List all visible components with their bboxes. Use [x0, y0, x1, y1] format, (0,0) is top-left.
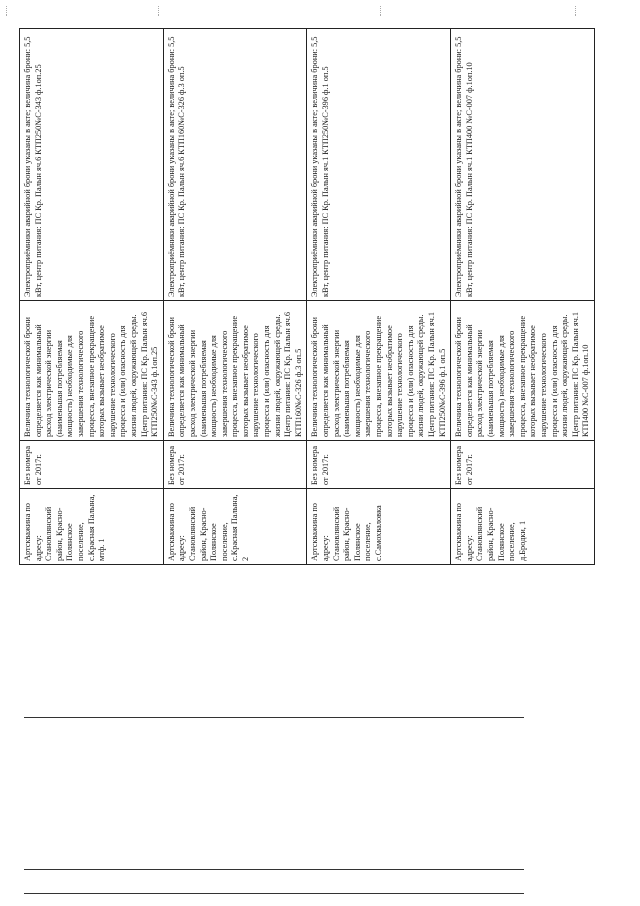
address-cell: Артскважина по адресу: Становлянский район, Красно-Полянское поселение, с.Красная Палына, 2 [163, 489, 307, 565]
tech-reserve-cell: Величина технологической брони определяется как минимальный расход электрической энергии (наименьшая потребляемая мощность) необходимые для завершения технологического процесса, внезапное прекращение которых вызывает необратимое нарушение технологического процесса и (или) опасность для жизни людей, окружающей среды. Центр питания: ПС Кр. Палын яч.6 КТП160№С-326 ф.3 оп.5 [163, 301, 307, 441]
table-row [451, 29, 595, 565]
signature-line [24, 893, 524, 894]
top-edge-dotted-mark [6, 6, 7, 16]
signature-line [24, 717, 524, 718]
act-number-cell: Без номера от 2017г. [163, 441, 307, 489]
top-edge-dotted-mark [575, 6, 576, 16]
table-row [20, 29, 164, 565]
table-row [307, 29, 451, 565]
address-cell: Артскважина по адресу: Становлянский район, Красно-Полянское поселение, с.Красная Палына, мтф. 1 [20, 489, 164, 565]
act-number-cell: Без номера от 2017г. [20, 441, 164, 489]
address-cell: Артскважина по адресу: Становлянский район, Красно-Полянское поселение, д.Бродки, 1 [451, 489, 595, 565]
top-edge-dotted-mark [380, 6, 381, 16]
tech-reserve-cell: Величина технологической брони определяется как минимальный расход электрической энергии (наименьшая потребляемая мощность) необходимые для завершения технологического процесса, внезапное прекращение которых вызывает необратимое нарушение технологического процесса и (или) опасность для жизни людей, окружающей среды. Центр питания: ПС Кр. Палын яч.1 КТП400 №С-007 ф.1оп.10 [451, 301, 595, 441]
tech-reserve-cell: Величина технологической брони определяется как минимальный расход электрической энергии (наименьшая потребляемая мощность) необходимые для завершения технологического процесса, внезапное прекращение которых вызывает необратимое нарушение технологического процесса и (или) опасность для жизни людей, окружающей среды. Центр питания: ПС Кр. Палын яч.1 КТП250№С-396 ф.1 оп.5 [307, 301, 451, 441]
emergency-reserve-cell: Электроприёмники аварийной брони указаны в акте; величина брони: 5,5 кВт, центр питания: ПС Кр. Палын яч.1 КТП400 №С-007 ф.1оп.10 [451, 29, 595, 301]
act-number-cell: Без номера от 2017г. [307, 441, 451, 489]
backup-power-table [19, 28, 595, 565]
emergency-reserve-cell: Электроприёмники аварийной брони указаны в акте; величина брони: 5,5 кВт, центр питания: ПС Кр. Палын яч.6 КТП250№С-343 ф.1оп.25 [20, 29, 164, 301]
signature-line [24, 869, 524, 870]
emergency-reserve-cell: Электроприёмники аварийной брони указаны в акте; величина брони: 5,5 кВт, центр питания: ПС Кр. Палын яч.6 КТП160№С-326 ф.3 оп.5 [163, 29, 307, 301]
address-cell: Артскважина по адресу: Становлянский район, Красно-Полянское поселение, с.Самохваловка [307, 489, 451, 565]
tech-reserve-cell: Величина технологической брони определяется как минимальный расход электрической энергии (наименьшая потребляемая мощность) необходимые для завершения технологического процесса, внезапное прекращение которых вызывает необратимое нарушение технологического процесса и (или) опасность для жизни людей, окружающей среды. Центр питания: ПС Кр. Палын яч.6 КТП250№С-343 ф.1оп.25 [20, 301, 164, 441]
emergency-reserve-cell: Электроприёмники аварийной брони указаны в акте; величина брони: 5,5 кВт, центр питания: ПС Кр. Палын яч.1 КТП250№С-396 ф.1 оп.5 [307, 29, 451, 301]
act-number-cell: Без номера от 2017г. [451, 441, 595, 489]
top-edge-dotted-mark [158, 6, 159, 16]
table-row [163, 29, 307, 565]
